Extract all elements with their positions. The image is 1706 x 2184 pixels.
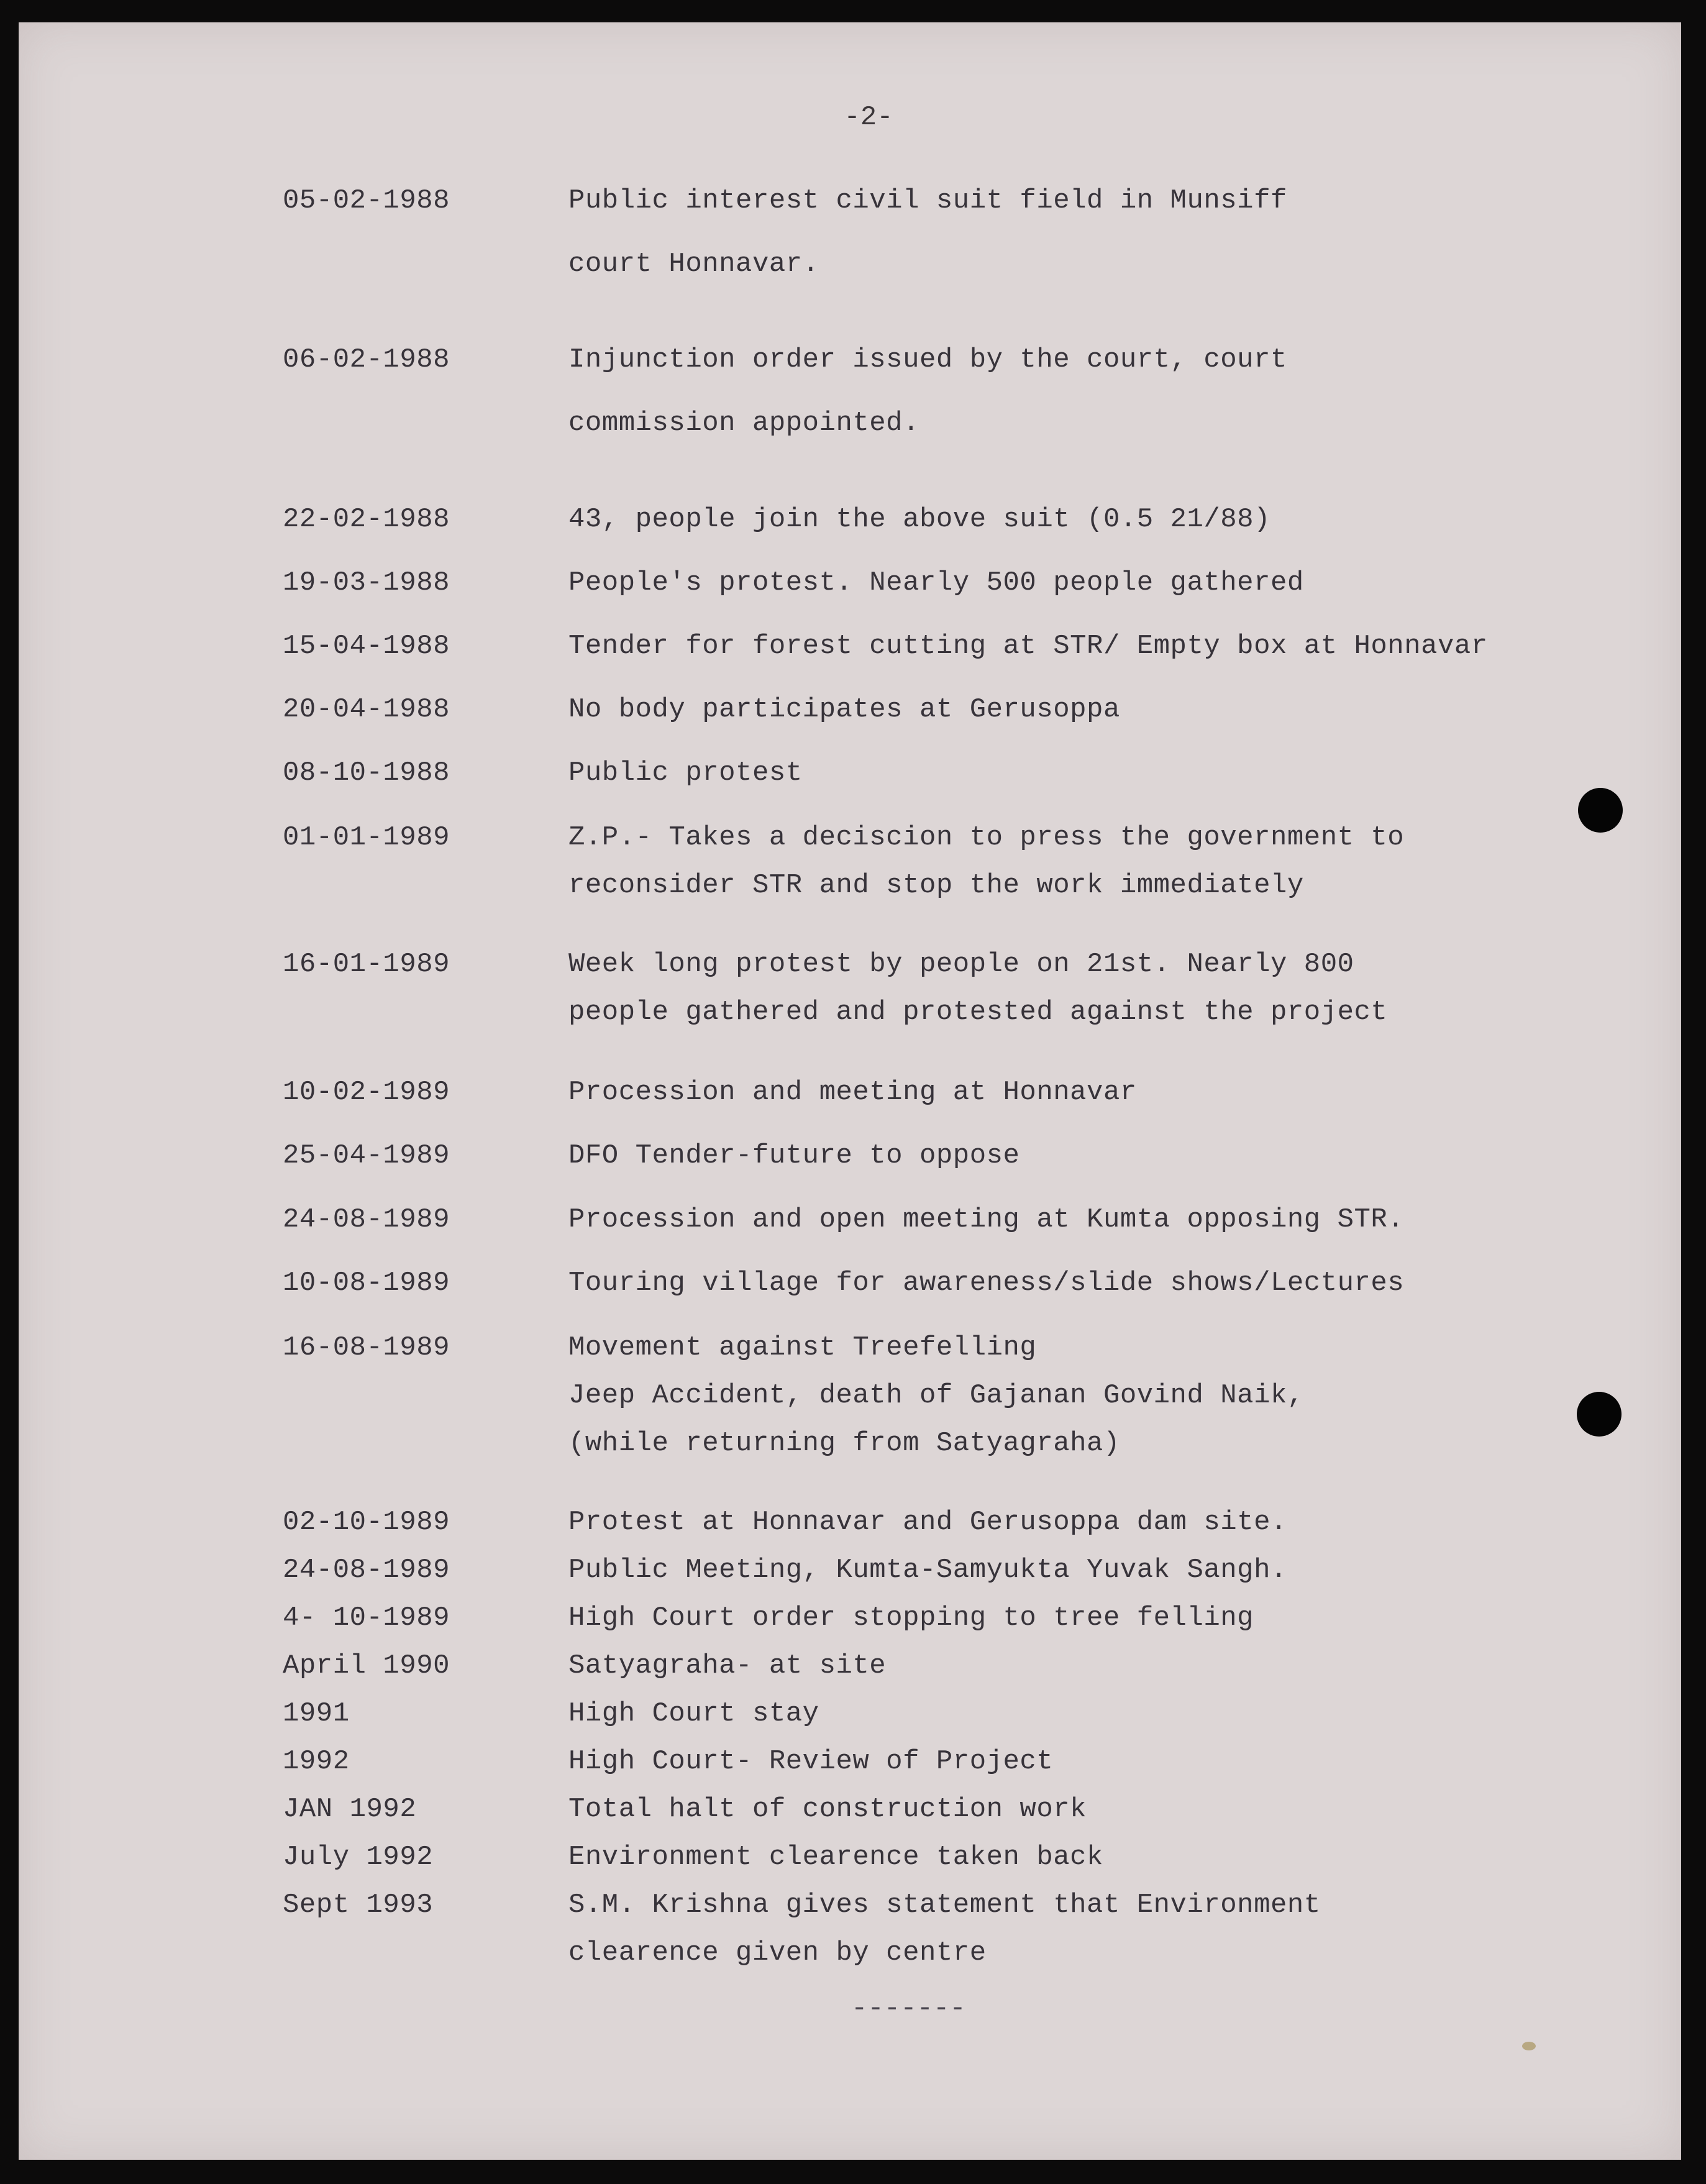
entry-date: 24-08-1989 bbox=[283, 1555, 450, 1586]
entry-text-line: Public interest civil suit field in Munsiff bbox=[568, 185, 1287, 216]
entry-text-line: 43, people join the above suit (0.5 21/88) bbox=[568, 504, 1270, 535]
entry-text-line: clearence given by centre bbox=[568, 1937, 987, 1968]
entry-date: 1992 bbox=[283, 1746, 350, 1777]
entry-text bbox=[568, 328, 1287, 455]
entry-text bbox=[568, 1642, 886, 1690]
entry-date: 16-01-1989 bbox=[283, 949, 450, 980]
punch-hole bbox=[1577, 1392, 1622, 1437]
entry-text-line: reconsider STR and stop the work immediately bbox=[568, 870, 1304, 901]
entry-date: April 1990 bbox=[283, 1650, 450, 1681]
entry-text bbox=[568, 1251, 1404, 1315]
entry-text bbox=[568, 488, 1270, 551]
entry-date: 08-10-1988 bbox=[283, 757, 450, 788]
entry-text-line: Total halt of construction work bbox=[568, 1794, 1087, 1825]
entry-text bbox=[568, 678, 1120, 741]
entry-text-line: Environment clearence taken back bbox=[568, 1842, 1103, 1873]
entry-text-line: DFO Tender-future to oppose bbox=[568, 1140, 1020, 1171]
entry-text-line: Tender for forest cutting at STR/ Empty box at Honnavar bbox=[568, 631, 1488, 662]
entry-text bbox=[568, 1061, 1137, 1124]
entry-text-line: Touring village for awareness/slide shows/Lectures bbox=[568, 1268, 1405, 1299]
entry-text bbox=[568, 1594, 1254, 1642]
entry-text-line: Protest at Honnavar and Gerusoppa dam site. bbox=[568, 1507, 1287, 1538]
entry-text bbox=[568, 551, 1304, 615]
entry-text bbox=[568, 1738, 1053, 1786]
entry-date: 05-02-1988 bbox=[283, 185, 450, 216]
entry-text-line: People's protest. Nearly 500 people gathered bbox=[568, 567, 1304, 598]
entry-text-line: Jeep Accident, death of Gajanan Govind Naik, bbox=[568, 1380, 1304, 1411]
entry-date: 10-02-1989 bbox=[283, 1077, 450, 1108]
entry-date: 4- 10-1989 bbox=[283, 1602, 450, 1633]
entry-text-line: Procession and meeting at Honnavar bbox=[568, 1077, 1137, 1108]
entry-date: 01-01-1989 bbox=[283, 822, 450, 853]
entry-text-line: Injunction order issued by the court, court bbox=[568, 344, 1287, 375]
entry-text-line: Procession and open meeting at Kumta opposing STR. bbox=[568, 1204, 1405, 1235]
end-rule: ------- bbox=[851, 1993, 966, 2024]
entry-text bbox=[568, 1547, 1287, 1594]
entry-date: JAN 1992 bbox=[283, 1794, 417, 1825]
entry-text-line: commission appointed. bbox=[568, 408, 919, 439]
entry-text-line: Satyagraha- at site bbox=[568, 1650, 887, 1681]
entry-text bbox=[568, 941, 1387, 1036]
entry-text-line: No body participates at Gerusoppa bbox=[568, 694, 1120, 725]
entry-text-line: court Honnavar. bbox=[568, 249, 819, 280]
paper-stain bbox=[1522, 2042, 1536, 2050]
entry-text-line: High Court stay bbox=[568, 1698, 819, 1729]
entry-date: 02-10-1989 bbox=[283, 1507, 450, 1538]
entry-date: 20-04-1988 bbox=[283, 694, 450, 725]
entry-date: 10-08-1989 bbox=[283, 1268, 450, 1299]
entry-date: July 1992 bbox=[283, 1842, 434, 1873]
page-number: -2- bbox=[844, 102, 893, 133]
entry-text bbox=[568, 1124, 1019, 1187]
entry-text-line: (while returning from Satyagraha) bbox=[568, 1428, 1120, 1459]
entry-date: 06-02-1988 bbox=[283, 344, 450, 375]
entry-text-line: S.M. Krishna gives statement that Environment bbox=[568, 1889, 1321, 1921]
entry-text bbox=[568, 169, 1287, 296]
entry-text-line: High Court order stopping to tree felling bbox=[568, 1602, 1254, 1633]
entry-text bbox=[568, 741, 803, 805]
entry-text bbox=[568, 1881, 1321, 1977]
entry-date: 22-02-1988 bbox=[283, 504, 450, 535]
entry-date: 16-08-1989 bbox=[283, 1332, 450, 1363]
punch-hole bbox=[1578, 788, 1623, 833]
entry-date: 1991 bbox=[283, 1698, 350, 1729]
entry-text-line: Week long protest by people on 21st. Nearly 800 bbox=[568, 949, 1354, 980]
entry-text-line: people gathered and protested against the project bbox=[568, 997, 1388, 1028]
entry-text bbox=[568, 615, 1488, 678]
entry-text bbox=[568, 1690, 819, 1738]
entry-date: 15-04-1988 bbox=[283, 631, 450, 662]
document-page bbox=[19, 22, 1681, 2160]
entry-date: 19-03-1988 bbox=[283, 567, 450, 598]
entry-text-line: Z.P.- Takes a deciscion to press the government to bbox=[568, 822, 1405, 853]
entry-text bbox=[568, 1786, 1087, 1834]
entry-text bbox=[568, 1499, 1287, 1547]
entry-text-line: Movement against Treefelling bbox=[568, 1332, 1037, 1363]
entry-text-line: Public Meeting, Kumta-Samyukta Yuvak Sangh. bbox=[568, 1555, 1287, 1586]
entry-date: 24-08-1989 bbox=[283, 1204, 450, 1235]
entry-date: 25-04-1989 bbox=[283, 1140, 450, 1171]
entry-text-line: High Court- Review of Project bbox=[568, 1746, 1054, 1777]
entry-text bbox=[568, 1834, 1103, 1881]
entry-text bbox=[568, 1324, 1304, 1468]
entry-text bbox=[568, 1188, 1404, 1251]
entry-text-line: Public protest bbox=[568, 757, 803, 788]
entry-date: Sept 1993 bbox=[283, 1889, 434, 1921]
entry-text bbox=[568, 814, 1404, 910]
